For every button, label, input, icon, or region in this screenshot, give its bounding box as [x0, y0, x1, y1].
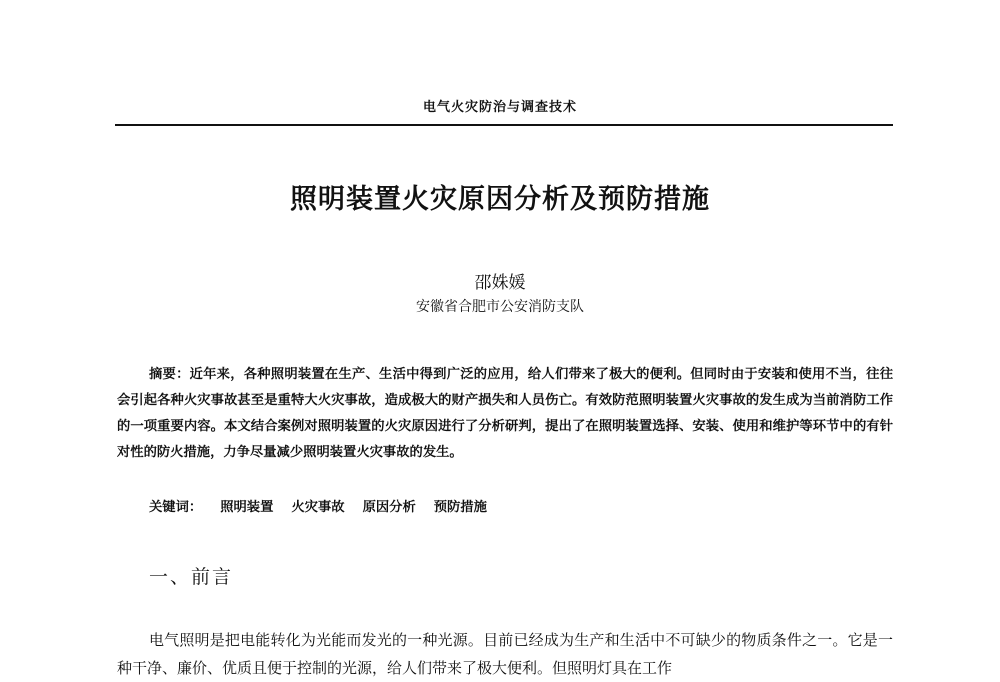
section-heading: 一、前言: [149, 566, 234, 588]
author-affiliation: 安徽省合肥市公安消防支队: [416, 299, 584, 315]
paper-title: 照明装置火灾原因分析及预防措施: [290, 184, 710, 215]
author-name: 邵姝媛: [474, 273, 526, 293]
running-header: 电气火灾防治与调查技术: [422, 100, 577, 115]
abstract-label: 摘要：: [149, 367, 190, 382]
keyword: 原因分析: [362, 500, 416, 515]
keyword: 预防措施: [433, 500, 487, 515]
keyword: 照明装置: [220, 500, 274, 515]
header-rule: [115, 124, 893, 126]
keywords: [149, 496, 487, 515]
keyword: 火灾事故: [291, 500, 345, 515]
abstract-text: 近年来，各种照明装置在生产、生活中得到广泛的应用，给人们带来了极大的便利。但同时由于安装和使用不当，往往会引起各种火灾事故甚至是重特大火灾事故，造成极大的财产损失和人员伤亡。有效防范照明装置火灾事故的发生成为当前消防工作的一项重要内容。本文结合案例对照明装置的火灾原因进行了分析研判，提出了在照明装置选择、安装、使用和维护等环节中的有针对性的防火措施，力争尽量减少照明装置火灾事故的发生。: [117, 367, 894, 460]
body-paragraph: 电气照明是把电能转化为光能而发光的一种光源。目前已经成为生产和生活中不可缺少的物质条件之一。它是一种干净、廉价、优质且便于控制的光源，给人们带来了极大便利。但照明灯具在工作: [117, 631, 893, 677]
keywords-label: 关键词：: [149, 500, 203, 515]
abstract: [117, 362, 893, 466]
